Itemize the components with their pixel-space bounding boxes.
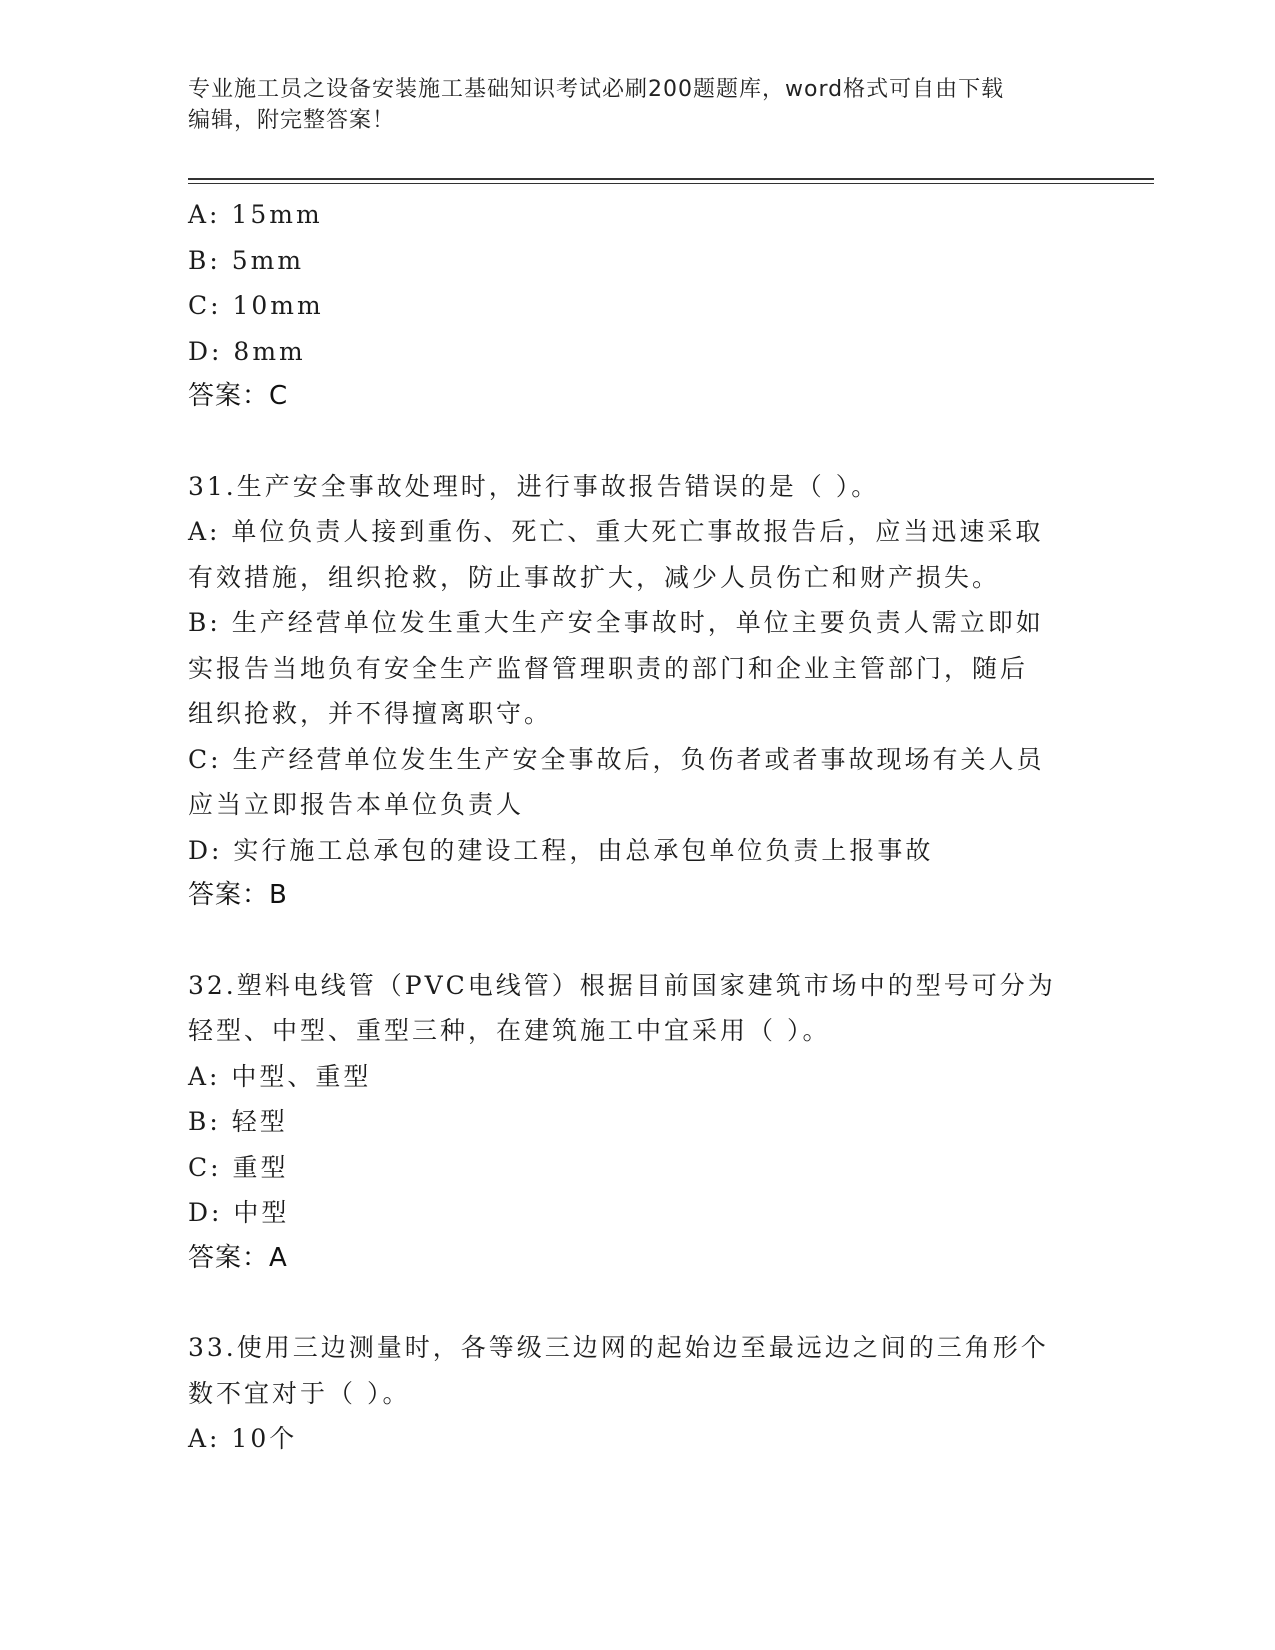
question-text: 31.生产安全事故处理时，进行事故报告错误的是（ ）。: [188, 471, 880, 501]
option-a: A: 10个: [188, 1424, 298, 1453]
option-d: D: 中型: [188, 1198, 290, 1227]
option-d: D: 8mm: [188, 336, 306, 366]
option-c-continued: 应当立即报告本单位负责人: [188, 790, 525, 819]
question-31-block: [188, 464, 1088, 919]
question-32-block: [188, 963, 1088, 1282]
option-a: A: 中型、重型: [188, 1061, 372, 1091]
option-d: D: 实行施工总承包的建设工程，由总承包单位负责上报事故: [188, 835, 934, 865]
option-b: B: 5mm: [188, 245, 305, 275]
question-text: 33.使用三边测量时，各等级三边网的起始边至最远边之间的三角形个: [188, 1333, 1049, 1362]
spacer: [188, 1281, 1088, 1325]
answer-label: 答案：B: [188, 880, 288, 910]
answer-label: 答案：C: [188, 381, 289, 411]
option-b-continued: 组织抢救，并不得擅离职守。: [188, 699, 553, 728]
document-header: [188, 74, 1088, 136]
spacer: [188, 919, 1088, 963]
header-divider-thin: [188, 183, 1154, 184]
question-text-continued: 轻型、中型、重型三种，在建筑施工中宜采用（ ）。: [188, 1016, 831, 1045]
question-text-continued: 数不宜对于（ ）。: [188, 1378, 411, 1408]
option-a-continued: 有效措施，组织抢救，防止事故扩大，减少人员伤亡和财产损失。: [188, 562, 1001, 592]
question-33-block: [188, 1325, 1088, 1462]
answer-label: 答案：A: [188, 1242, 288, 1273]
question-list: [188, 192, 1088, 1462]
option-c: C: 10mm: [188, 291, 324, 320]
option-c: C: 生产经营单位发生生产安全事故后，负伤者或者事故现场有关人员: [188, 744, 1045, 774]
option-b: B: 生产经营单位发生重大生产安全事故时，单位主要负责人需立即如: [188, 608, 1044, 637]
question-text: 32.塑料电线管（PVC电线管）根据目前国家建筑市场中的型号可分为: [188, 970, 1056, 1000]
option-a: A: 15mm: [188, 200, 323, 229]
option-b: B: 轻型: [188, 1107, 288, 1136]
option-b-continued: 实报告当地负有安全生产监督管理职责的部门和企业主管部门，随后: [188, 653, 1029, 683]
question-30-block: [188, 192, 1088, 420]
header-line-1: 专业施工员之设备安装施工基础知识考试必刷200题题库，word格式可自由下载: [188, 77, 1005, 102]
header-divider-thick: [188, 178, 1154, 180]
spacer: [188, 420, 1088, 464]
option-c: C: 重型: [188, 1152, 289, 1182]
option-a: A: 单位负责人接到重伤、死亡、重大死亡事故报告后，应当迅速采取: [188, 517, 1044, 546]
header-line-2: 编辑，附完整答案！: [188, 108, 396, 133]
